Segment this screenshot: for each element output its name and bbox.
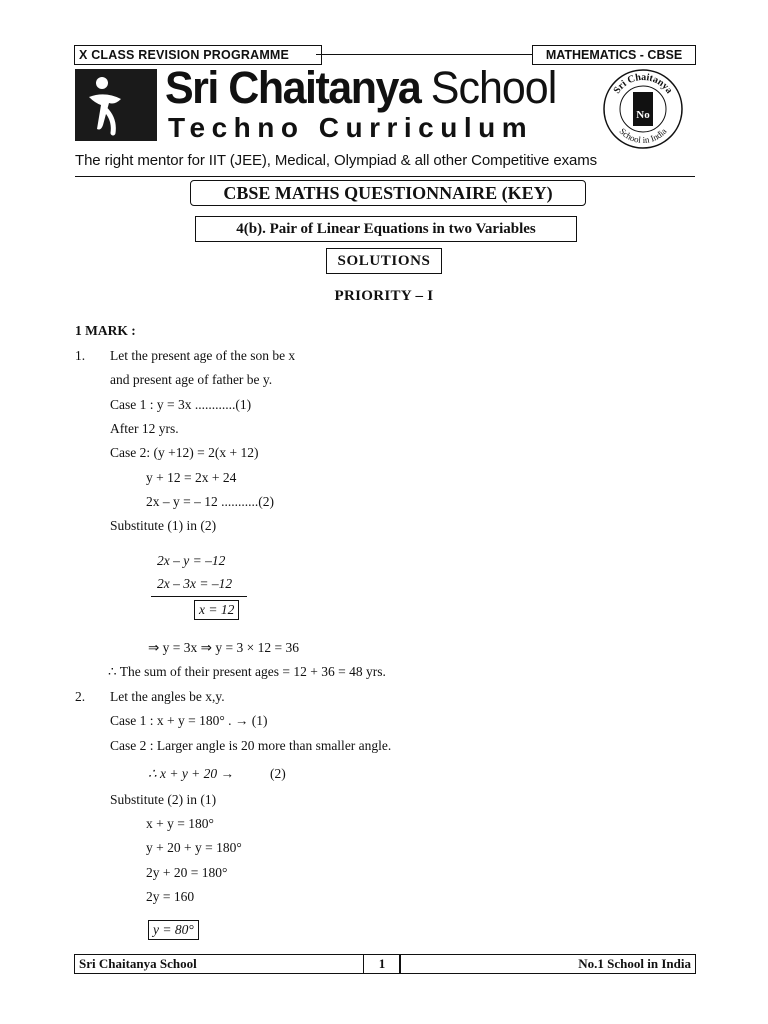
page-number: 1 [363,955,401,973]
q2-line: Let the angles be x,y. [110,689,225,704]
q1-line: y + 12 = 2x + 24 [146,470,237,485]
q1-line: and present age of father be y. [110,372,273,387]
chapter-title: 4(b). Pair of Linear Equations in two Variables [195,216,577,242]
q2-line: 2y + 20 = 180° [146,865,228,880]
q1-line: Let the present age of the son be x [110,348,296,363]
q2-result-box: y = 80° [148,920,199,940]
question-number: 2. [75,689,86,704]
q2-line: 2y = 160 [146,889,195,904]
q2-line: Substitute (2) in (1) [110,792,217,807]
question-number: 1. [75,348,86,363]
q1-result-box: x = 12 [194,600,239,620]
q1-line: 2x – y = – 12 ...........(2) [146,494,274,509]
equation-rule [151,596,247,597]
q1-line: ⇒ y = 3x ⇒ y = 3 × 12 = 36 [148,640,299,655]
school-seal-icon [602,68,684,150]
runner-logo-icon [75,69,157,141]
q1-line: Case 2: (y +12) = 2(x + 12) [110,445,259,460]
priority-heading: PRIORITY – I [334,288,434,304]
tagline: The right mentor for IIT (JEE), Medical, Olympiad & all other Competitive exams [75,152,598,169]
svg-text:No: No [636,109,650,121]
solutions-heading: SOLUTIONS [326,248,442,274]
footer-tagline: No.1 School in India [578,956,691,971]
section-heading: 1 MARK : [75,323,136,338]
header-rule [75,176,695,177]
q1-line: Case 1 : y = 3x ............(1) [110,397,252,412]
footer-school: Sri Chaitanya School [79,956,197,971]
q2-line: Case 1 : x + y = 180° . → (1) [110,713,268,728]
page-title: CBSE MATHS QUESTIONNAIRE (KEY) [190,180,586,206]
page-footer [74,954,696,974]
header-divider [316,54,532,55]
q2-line: y + 20 + y = 180° [146,840,242,855]
svg-text:School in India: School in India [617,126,669,146]
footer-divider [399,955,400,973]
svg-text:Sri Chaitanya: Sri Chaitanya [611,71,675,96]
q2-line: x + y = 180° [146,816,214,831]
q1-equation: 2x – 3x = –12 [157,576,233,591]
brand-subtitle: Techno Curriculum [168,112,534,143]
subject-label: MATHEMATICS - CBSE [532,45,696,65]
programme-label: X CLASS REVISION PROGRAMME [74,45,322,65]
q2-equation: ∴ x + y + 20 → [148,766,235,781]
q1-line: After 12 yrs. [110,421,179,436]
brand-name: Sri Chaitanya School [165,63,557,114]
q1-conclusion: ∴ The sum of their present ages = 12 + 36 = 48 yrs. [108,664,386,679]
q2-line: Case 2 : Larger angle is 20 more than smaller angle. [110,738,392,753]
q2-equation-ref: (2) [270,766,286,781]
q1-equation: 2x – y = –12 [157,553,226,568]
q1-line: Substitute (1) in (2) [110,518,217,533]
